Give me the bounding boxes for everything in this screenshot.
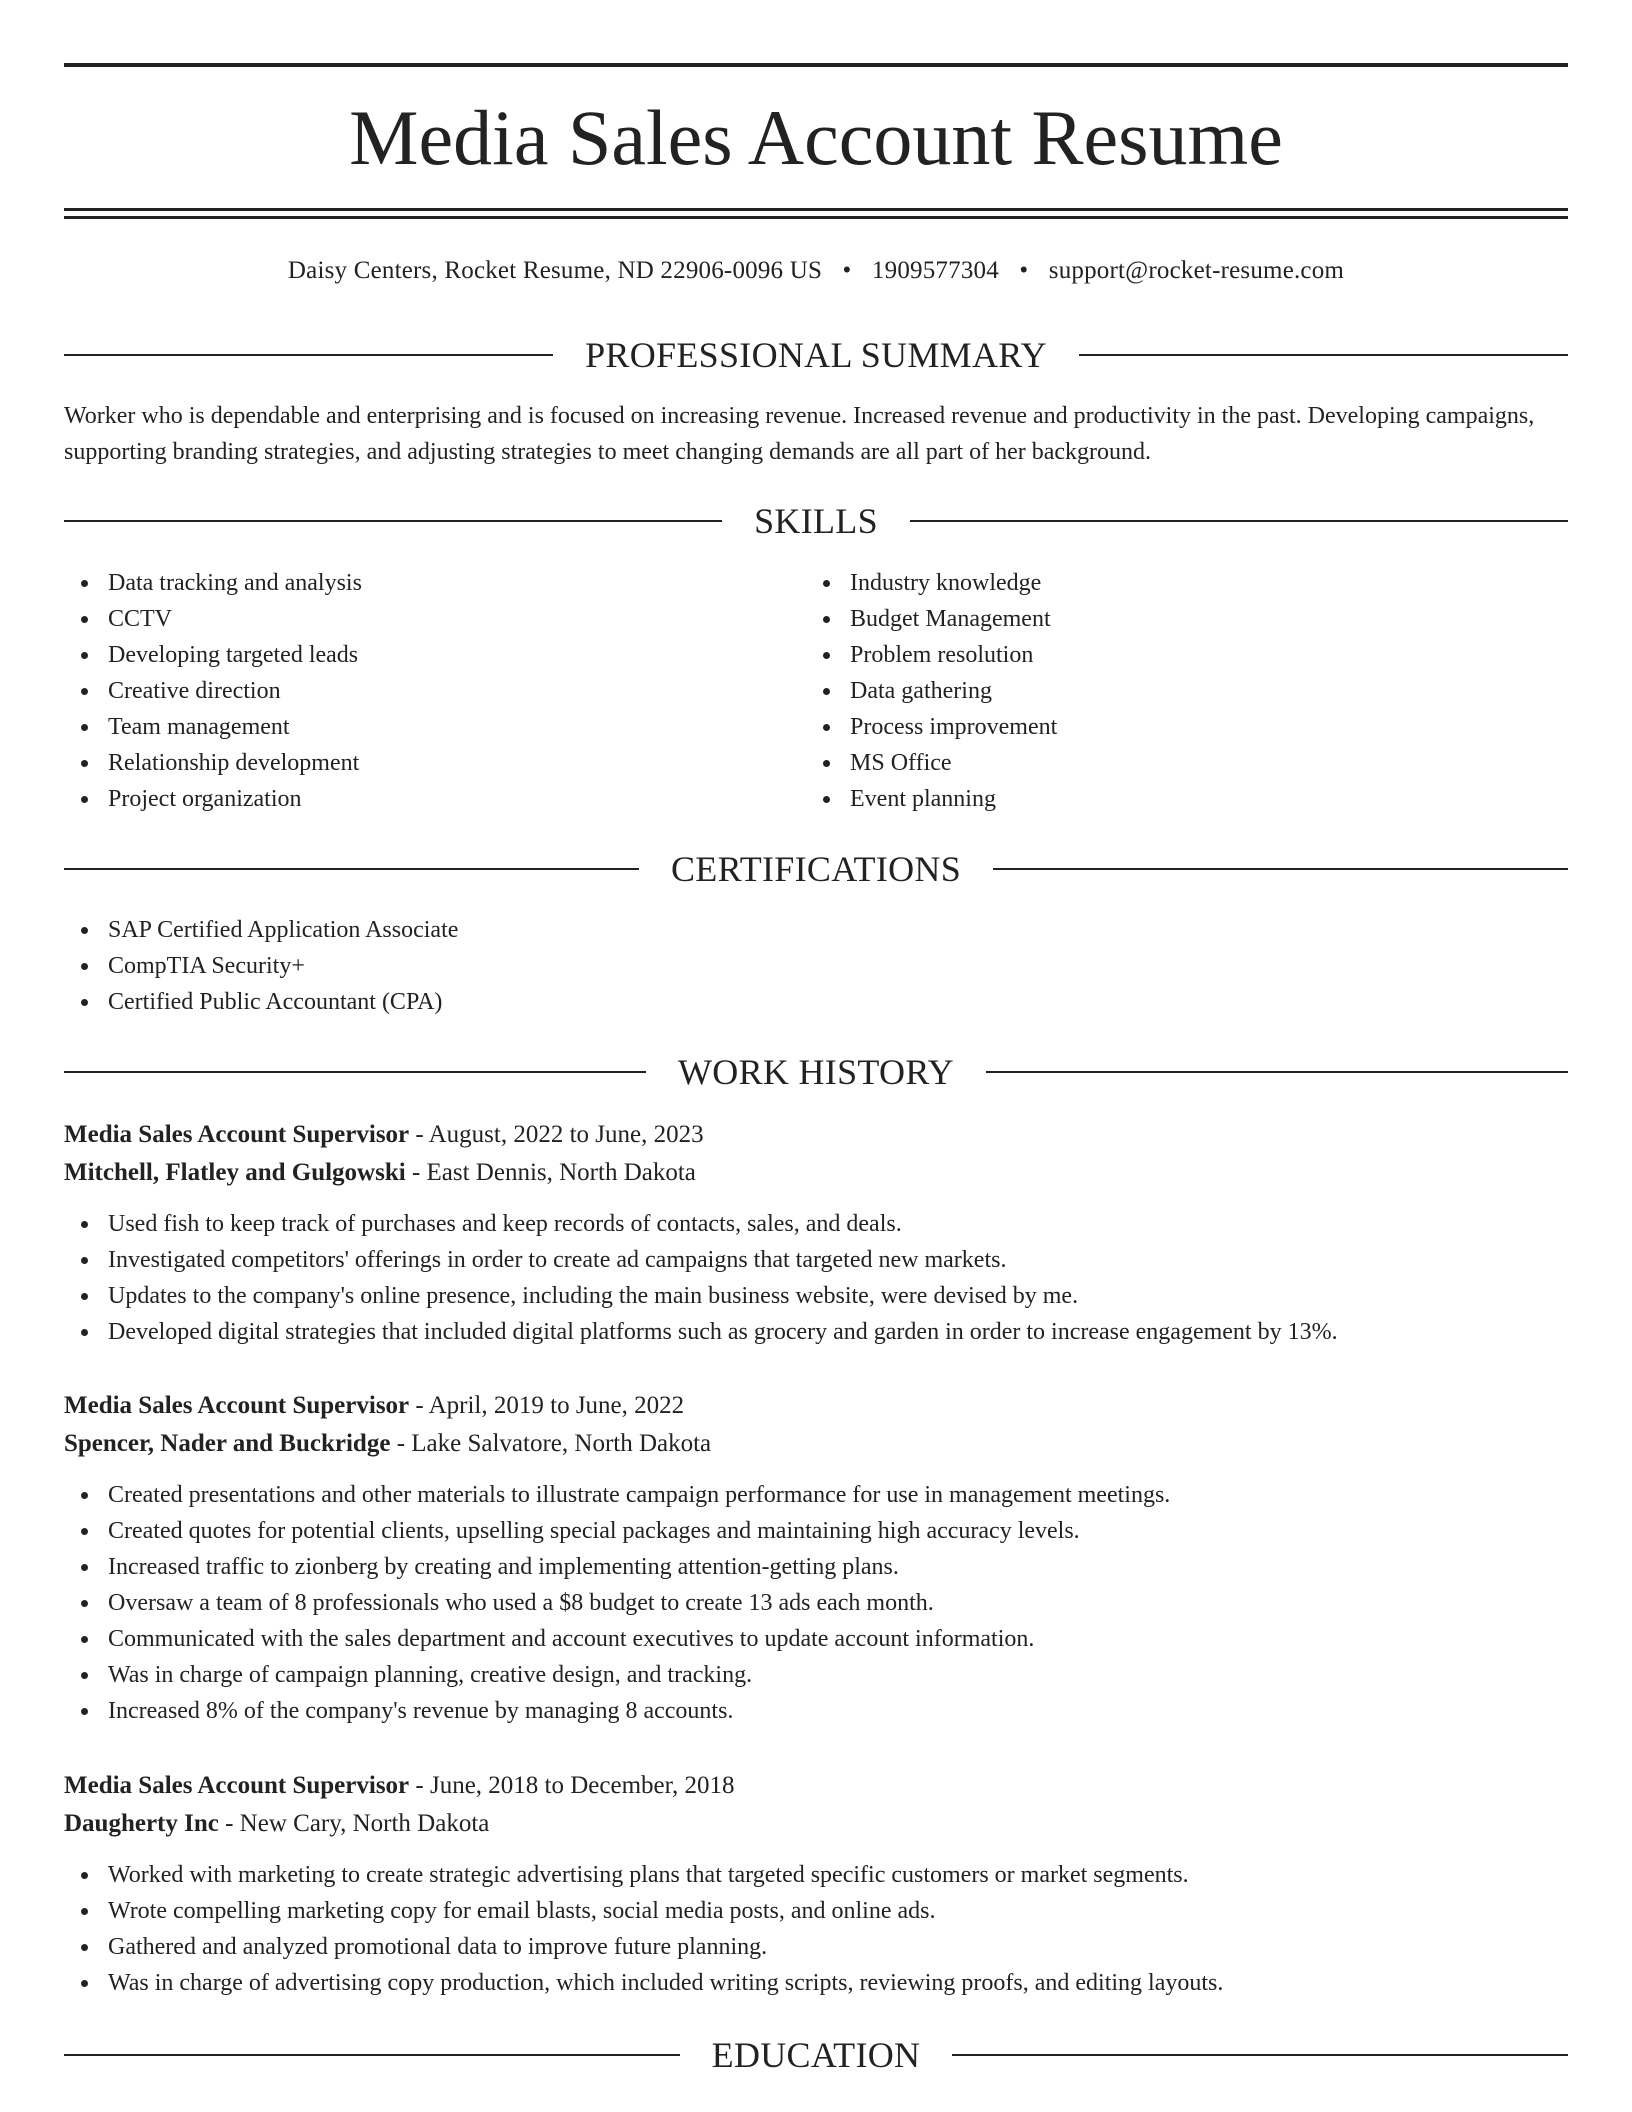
job-bullet: Worked with marketing to create strategic advertising plans that targeted specific customers or market segments.: [64, 1857, 1568, 1893]
section-header-skills: [64, 499, 1568, 543]
certification-item: Certified Public Accountant (CPA): [64, 984, 1464, 1020]
title-rule-lower: [64, 216, 1568, 219]
section-title-work-history: WORK HISTORY: [678, 1052, 954, 1092]
job-company-line: [64, 1805, 1568, 1843]
top-rule: [64, 63, 1568, 67]
section-rule: [986, 1071, 1568, 1073]
contact-email[interactable]: support@rocket-resume.com: [1048, 257, 1345, 284]
skill-item: Event planning: [806, 781, 1526, 817]
job-bullet: Increased traffic to zionberg by creating and implementing attention-getting plans.: [64, 1549, 1568, 1585]
certifications-list: [64, 912, 1464, 1020]
section-rule: [952, 2054, 1568, 2056]
section-rule: [64, 868, 639, 870]
job-title-line: [64, 1387, 1568, 1425]
job-title-line: [64, 1767, 1568, 1805]
job-bullet: Wrote compelling marketing copy for email blasts, social media posts, and online ads.: [64, 1893, 1568, 1929]
certification-item: CompTIA Security+: [64, 948, 1464, 984]
section-title-summary: PROFESSIONAL SUMMARY: [585, 335, 1047, 375]
job-bullet: Created presentations and other materials to illustrate campaign performance for use in management meetings.: [64, 1477, 1568, 1513]
skill-item: Relationship development: [64, 745, 784, 781]
section-rule: [910, 520, 1568, 522]
section-rule: [64, 354, 553, 356]
job-company: Daugherty Inc: [64, 1810, 219, 1837]
job-bullet: Was in charge of campaign planning, creative design, and tracking.: [64, 1657, 1568, 1693]
section-rule: [64, 2054, 680, 2056]
section-header-work-history: [64, 1050, 1568, 1094]
section-rule: [64, 520, 722, 522]
job-entry: [64, 1116, 1568, 1350]
job-bullet: Was in charge of advertising copy production, which included writing scripts, reviewing proofs, and editing layouts.: [64, 1965, 1568, 2001]
job-company-line: [64, 1425, 1568, 1463]
job-entry: [64, 1767, 1568, 2001]
skills-list-left: [64, 565, 784, 817]
contact-phone: 1909577304: [871, 257, 999, 284]
contact-separator: •: [842, 257, 852, 284]
job-company: Mitchell, Flatley and Gulgowski: [64, 1159, 406, 1186]
skill-item: Creative direction: [64, 673, 784, 709]
skill-item: MS Office: [806, 745, 1526, 781]
job-bullet: Gathered and analyzed promotional data to improve future planning.: [64, 1929, 1568, 1965]
title-rule-upper: [64, 208, 1568, 211]
job-company: Spencer, Nader and Buckridge: [64, 1430, 391, 1457]
job-dates: - June, 2018 to December, 2018: [409, 1772, 735, 1799]
skill-item: Problem resolution: [806, 637, 1526, 673]
job-title: Media Sales Account Supervisor: [64, 1392, 410, 1419]
contact-address: Daisy Centers, Rocket Resume, ND 22906-0096 US: [287, 257, 823, 284]
job-location: - Lake Salvatore, North Dakota: [390, 1430, 712, 1457]
section-title-education: EDUCATION: [711, 2035, 921, 2075]
job-bullet: Investigated competitors' offerings in order to create ad campaigns that targeted new markets.: [64, 1242, 1568, 1278]
job-company-line: [64, 1154, 1568, 1192]
job-location: - New Cary, North Dakota: [218, 1810, 490, 1837]
job-bullet: Developed digital strategies that included digital platforms such as grocery and garden in order to increase engagement by 13%.: [64, 1314, 1568, 1350]
section-header-education: [64, 2033, 1568, 2077]
contact-separator: •: [1019, 257, 1029, 284]
skill-item: Process improvement: [806, 709, 1526, 745]
skill-item: Project organization: [64, 781, 784, 817]
section-rule: [1079, 354, 1568, 356]
job-title-line: [64, 1116, 1568, 1154]
skills-list-right: [806, 565, 1526, 817]
job-title: Media Sales Account Supervisor: [64, 1121, 410, 1148]
job-bullet: Created quotes for potential clients, upselling special packages and maintaining high accuracy levels.: [64, 1513, 1568, 1549]
job-dates: - August, 2022 to June, 2023: [409, 1121, 704, 1148]
certification-item: SAP Certified Application Associate: [64, 912, 1464, 948]
job-bullets: [64, 1477, 1568, 1729]
skill-item: Team management: [64, 709, 784, 745]
job-bullets: [64, 1857, 1568, 2001]
summary-text: Worker who is dependable and enterprising and is focused on increasing revenue. Increased revenue and productivity in the past. Developing campaigns, supporting branding strategies, and adjusting strategies to meet changing demands are all part of her background.: [64, 403, 1535, 465]
section-header-summary: [64, 333, 1568, 377]
contact-line: [64, 254, 1568, 288]
job-bullets: [64, 1206, 1568, 1350]
section-title-skills: SKILLS: [754, 501, 878, 541]
job-bullet: Communicated with the sales department and account executives to update account information.: [64, 1621, 1568, 1657]
section-rule: [993, 868, 1568, 870]
job-bullet: Increased 8% of the company's revenue by managing 8 accounts.: [64, 1693, 1568, 1729]
skill-item: Budget Management: [806, 601, 1526, 637]
job-bullet: Used fish to keep track of purchases and keep records of contacts, sales, and deals.: [64, 1206, 1568, 1242]
section-rule: [64, 1071, 646, 1073]
job-dates: - April, 2019 to June, 2022: [409, 1392, 685, 1419]
skill-item: Data tracking and analysis: [64, 565, 784, 601]
page-title: Media Sales Account Resume: [349, 94, 1283, 181]
job-entry: [64, 1387, 1568, 1729]
skill-item: Industry knowledge: [806, 565, 1526, 601]
job-bullet: Oversaw a team of 8 professionals who used a $8 budget to create 13 ads each month.: [64, 1585, 1568, 1621]
skill-item: CCTV: [64, 601, 784, 637]
job-bullet: Updates to the company's online presence, including the main business website, were devised by me.: [64, 1278, 1568, 1314]
skill-item: Data gathering: [806, 673, 1526, 709]
job-title: Media Sales Account Supervisor: [64, 1772, 410, 1799]
section-title-certifications: CERTIFICATIONS: [670, 849, 962, 889]
job-location: - East Dennis, North Dakota: [405, 1159, 696, 1186]
skill-item: Developing targeted leads: [64, 637, 784, 673]
section-header-certifications: [64, 847, 1568, 891]
